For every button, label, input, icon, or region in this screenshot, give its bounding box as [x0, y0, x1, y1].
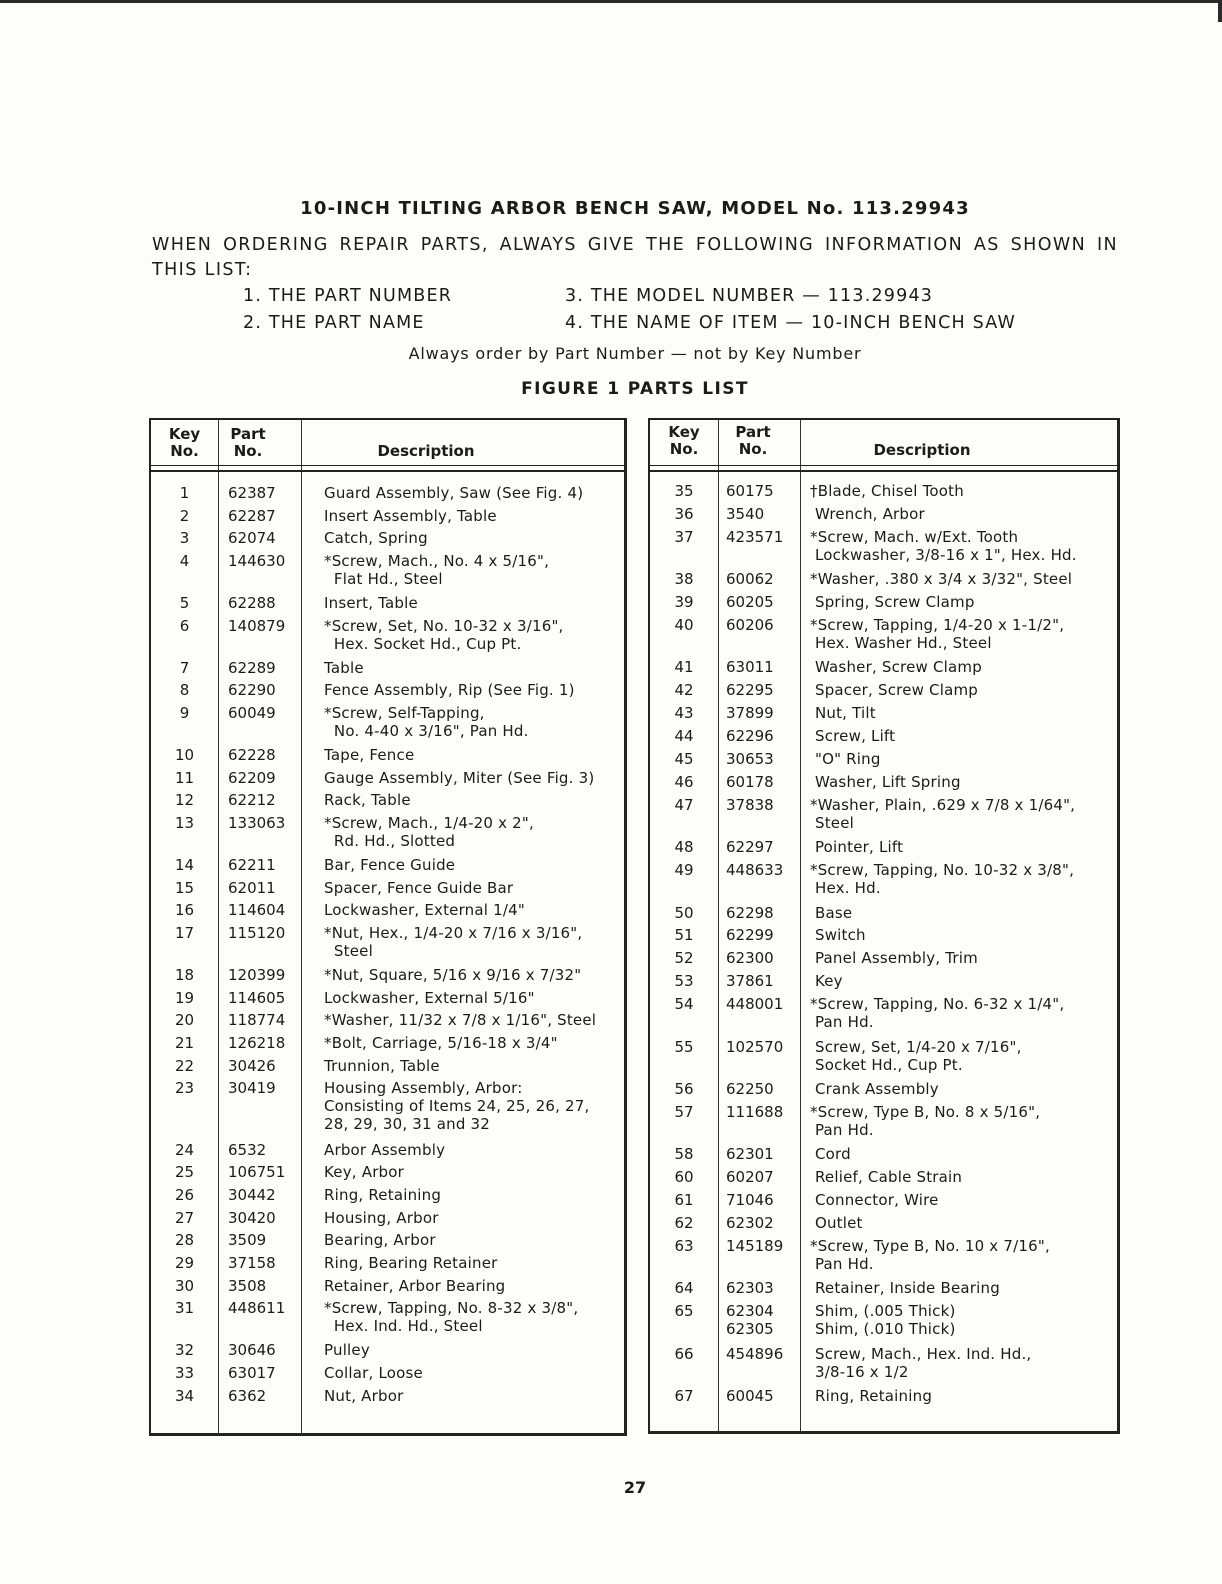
- part-description: *Screw, Self-Tapping, No. 4-40 x 3/16", Pan Hd.: [324, 704, 529, 740]
- key-number: 18: [174, 965, 195, 984]
- order-note: Always order by Part Number — not by Key Number: [408, 344, 862, 363]
- table-row: [650, 1038, 1117, 1077]
- part-number: 60062: [726, 570, 774, 589]
- part-number: 62288: [228, 594, 276, 612]
- header-key-no: Key No.: [168, 425, 201, 460]
- key-number: 30: [174, 1276, 195, 1295]
- key-number: 53: [674, 972, 694, 991]
- table-row: [151, 1299, 624, 1337]
- part-number: 30419: [228, 1079, 276, 1098]
- table-row: [151, 856, 624, 875]
- key-number: 15: [174, 878, 195, 897]
- part-number: 60178: [726, 772, 774, 791]
- table-row: [650, 949, 1117, 969]
- part-description: Pulley: [324, 1341, 370, 1360]
- step-part-name: 2. THE PART NAME: [243, 313, 425, 333]
- key-number: 46: [674, 772, 694, 791]
- key-number: 16: [174, 901, 195, 920]
- table-row: [151, 681, 624, 700]
- part-description: Wrench, Arbor: [810, 504, 925, 523]
- part-number: 126218: [228, 1034, 286, 1052]
- part-description: Catch, Spring: [324, 529, 428, 548]
- key-number: 48: [674, 838, 694, 857]
- part-description: Retainer, Inside Bearing: [810, 1279, 1000, 1298]
- part-description: "O" Ring: [810, 750, 881, 768]
- part-number: 6362: [228, 1386, 267, 1405]
- part-number: 114604: [228, 901, 286, 920]
- part-description: Pointer, Lift: [810, 838, 904, 857]
- key-number: 44: [674, 727, 694, 746]
- key-number: 60: [674, 1168, 694, 1187]
- key-number: 26: [174, 1185, 195, 1204]
- table-row: [650, 972, 1117, 992]
- key-number: 11: [174, 768, 195, 787]
- table-row: [151, 879, 624, 898]
- table-row: [650, 1103, 1117, 1142]
- part-description: Bar, Fence Guide: [324, 855, 456, 874]
- part-number: 3540: [726, 504, 765, 523]
- table-row: [650, 750, 1117, 770]
- key-number: 24: [174, 1140, 195, 1159]
- key-number: 49: [674, 861, 694, 880]
- part-number: 62287: [228, 506, 276, 525]
- part-description: Table: [324, 658, 364, 677]
- part-number: 37861: [726, 972, 774, 991]
- part-description: Arbor Assembly: [324, 1140, 446, 1159]
- part-number: 30653: [726, 750, 774, 768]
- part-number: 62074: [228, 529, 276, 548]
- part-description: Collar, Loose: [324, 1364, 423, 1382]
- key-number: 54: [674, 995, 694, 1014]
- part-number: 30420: [228, 1208, 276, 1227]
- key-number: 57: [674, 1102, 694, 1121]
- part-description: *Washer, Plain, .629 x 7/8 x 1/64", Steel: [810, 795, 1076, 832]
- key-number: 42: [674, 681, 694, 700]
- part-number: 60206: [726, 616, 774, 634]
- key-number: 12: [174, 791, 195, 810]
- part-description: Crank Assembly: [810, 1079, 939, 1098]
- part-number: 115120: [228, 924, 286, 942]
- part-description: Panel Assembly, Trim: [810, 949, 978, 968]
- part-number: 63011: [726, 658, 774, 677]
- part-number: 62289: [228, 658, 276, 677]
- table-row: [151, 989, 624, 1008]
- key-number: 45: [674, 750, 694, 768]
- part-description: Cord: [810, 1145, 851, 1164]
- part-number: 106751: [228, 1163, 286, 1182]
- table-row: [151, 617, 624, 655]
- key-number: 51: [674, 926, 694, 945]
- table-row: [151, 704, 624, 742]
- key-number: 33: [174, 1364, 195, 1382]
- part-description: Spacer, Fence Guide Bar: [324, 878, 514, 897]
- part-description: *Bolt, Carriage, 5/16-18 x 3/4": [324, 1034, 558, 1052]
- page-title: 10-INCH TILTING ARBOR BENCH SAW, MODEL No. 113.29943: [300, 198, 970, 219]
- part-description: Gauge Assembly, Miter (See Fig. 3): [324, 768, 595, 787]
- part-description: Bearing, Arbor: [324, 1231, 436, 1250]
- table-row: [650, 1302, 1117, 1341]
- part-number: 62304 62305: [726, 1302, 774, 1339]
- part-number: 111688: [726, 1102, 784, 1121]
- key-number: 10: [174, 745, 195, 764]
- key-number: 5: [179, 594, 190, 612]
- table-row: [650, 1387, 1117, 1407]
- part-description: Screw, Mach., Hex. Ind. Hd., 3/8-16 x 1/2: [814, 1344, 1032, 1381]
- part-number: 60045: [726, 1386, 774, 1405]
- part-description: Ring, Bearing Retainer: [324, 1254, 498, 1272]
- key-number: 32: [174, 1341, 195, 1360]
- part-description: Fence Assembly, Rip (See Fig. 1): [324, 681, 575, 700]
- key-number: 38: [674, 570, 694, 589]
- figure-title: FIGURE 1 PARTS LIST: [521, 379, 749, 399]
- key-number: 37: [674, 527, 694, 546]
- key-number: 55: [674, 1037, 694, 1056]
- table-row: [151, 594, 624, 613]
- table-row: [151, 1079, 624, 1137]
- key-number: 4: [179, 552, 190, 571]
- part-number: 62212: [228, 791, 276, 810]
- table-row: [151, 1034, 624, 1053]
- part-number: 30426: [228, 1056, 276, 1075]
- part-description: Tape, Fence: [324, 745, 415, 764]
- table-row: [650, 1080, 1117, 1100]
- key-number: 22: [174, 1056, 195, 1075]
- part-number: 118774: [228, 1011, 286, 1030]
- table-row: [151, 814, 624, 852]
- table-row: [151, 1057, 624, 1076]
- part-number: 448633: [726, 861, 784, 880]
- key-number: 64: [674, 1279, 694, 1298]
- table-row: [650, 570, 1117, 590]
- part-number: 62302: [726, 1213, 774, 1232]
- key-number: 28: [174, 1231, 195, 1250]
- key-number: 40: [674, 616, 694, 634]
- part-number: 30646: [228, 1341, 276, 1360]
- step-model-number: 3. THE MODEL NUMBER — 113.29943: [565, 286, 934, 306]
- key-number: 41: [674, 658, 694, 677]
- key-number: 3: [179, 529, 190, 548]
- part-description: Screw, Lift: [810, 727, 896, 746]
- key-number: 29: [174, 1254, 195, 1272]
- key-number: 31: [174, 1299, 195, 1318]
- part-description: Retainer, Arbor Bearing: [324, 1276, 506, 1295]
- key-number: 47: [674, 795, 694, 814]
- key-number: 67: [674, 1386, 694, 1405]
- table-row: [151, 746, 624, 765]
- key-number: 43: [674, 704, 694, 723]
- part-number: 37158: [228, 1254, 276, 1272]
- part-number: 60205: [726, 593, 774, 612]
- key-number: 56: [674, 1079, 694, 1098]
- part-description: Housing Assembly, Arbor: Consisting of Items 24, 25, 26, 27, 28, 29, 30, 31 and 32: [324, 1079, 590, 1134]
- part-number: 62301: [726, 1145, 774, 1164]
- table-row: [650, 1145, 1117, 1165]
- part-number: 60175: [726, 482, 774, 500]
- table-row: [650, 1345, 1117, 1384]
- key-number: 7: [179, 658, 190, 677]
- table-row: [151, 1387, 624, 1406]
- part-description: *Screw, Tapping, No. 8-32 x 3/8", Hex. Ind. Hd., Steel: [324, 1299, 579, 1336]
- table-row: [650, 861, 1117, 900]
- part-description: Connector, Wire: [810, 1191, 939, 1209]
- table-row: [151, 507, 624, 526]
- table-row: [650, 1191, 1117, 1211]
- table-row: [151, 901, 624, 920]
- table-row: [151, 1254, 624, 1273]
- key-number: 39: [674, 593, 694, 612]
- part-description: *Screw, Mach., 1/4-20 x 2", Rd. Hd., Slotted: [324, 814, 534, 850]
- part-number: 62209: [228, 768, 276, 787]
- key-number: 62: [674, 1213, 694, 1232]
- table-row: [151, 1277, 624, 1296]
- header-description: Description: [873, 441, 971, 459]
- part-number: 102570: [726, 1037, 784, 1056]
- part-description: Lockwasher, External 1/4": [324, 901, 525, 920]
- part-number: 6532: [228, 1140, 267, 1159]
- key-number: 34: [174, 1386, 195, 1405]
- part-description: *Washer, 11/32 x 7/8 x 1/16", Steel: [324, 1011, 597, 1030]
- part-description: Nut, Tilt: [810, 704, 876, 723]
- key-number: 21: [174, 1034, 195, 1052]
- table-row: [650, 505, 1117, 525]
- part-description: Nut, Arbor: [324, 1386, 404, 1405]
- part-number: 62297: [726, 838, 774, 857]
- header-part-no: Part No.: [735, 423, 771, 458]
- table-row: [151, 484, 624, 503]
- table-row: [151, 966, 624, 985]
- table-row: [650, 926, 1117, 946]
- part-description: Screw, Set, 1/4-20 x 7/16", Socket Hd., Cup Pt.: [814, 1037, 1022, 1074]
- table-row: [650, 904, 1117, 924]
- key-number: 20: [174, 1011, 195, 1030]
- table-row: [151, 552, 624, 590]
- part-description: Spring, Screw Clamp: [810, 593, 975, 612]
- key-number: 61: [674, 1191, 694, 1209]
- key-number: 9: [179, 704, 190, 722]
- table-row: [650, 593, 1117, 613]
- part-number: 140879: [228, 616, 286, 635]
- part-number: 114605: [228, 988, 286, 1007]
- part-number: 62011: [228, 878, 276, 897]
- part-description: *Screw, Mach., No. 4 x 5/16", Flat Hd., Steel: [324, 552, 550, 589]
- part-number: 62298: [726, 903, 774, 922]
- part-number: 145189: [726, 1236, 784, 1255]
- table-row: [650, 1279, 1117, 1299]
- table-row: [650, 995, 1117, 1034]
- table-row: [151, 1231, 624, 1250]
- key-number: 66: [674, 1344, 694, 1363]
- part-description: Outlet: [810, 1213, 863, 1232]
- table-row: [650, 773, 1117, 793]
- key-number: 65: [674, 1302, 694, 1321]
- part-description: Guard Assembly, Saw (See Fig. 4): [324, 484, 584, 502]
- part-number: 133063: [228, 814, 286, 832]
- key-number: 27: [174, 1208, 195, 1227]
- table-row: [151, 1141, 624, 1160]
- table-row: [650, 482, 1117, 502]
- part-description: Lockwasher, External 5/16": [324, 988, 535, 1007]
- key-number: 63: [674, 1236, 694, 1255]
- part-number: 62295: [726, 681, 774, 700]
- part-description: Ring, Retaining: [324, 1185, 442, 1204]
- table-row: [650, 1237, 1117, 1276]
- key-number: 52: [674, 949, 694, 968]
- table-row: [151, 1209, 624, 1228]
- table-row: [151, 769, 624, 788]
- key-number: 14: [174, 855, 195, 874]
- part-description: Ring, Retaining: [810, 1386, 933, 1405]
- key-number: 35: [674, 482, 694, 500]
- part-number: 448001: [726, 995, 784, 1014]
- table-row: [151, 1364, 624, 1383]
- ordering-instructions: WHEN ORDERING REPAIR PARTS, ALWAYS GIVE THE FOLLOWING INFORMATION AS SHOWN IN THIS LIST:: [152, 235, 1118, 280]
- key-number: 58: [674, 1145, 694, 1164]
- part-description: *Screw, Tapping, 1/4-20 x 1-1/2", Hex. Washer Hd., Steel: [810, 616, 1065, 652]
- table-row: [151, 924, 624, 962]
- table-row: [650, 727, 1117, 747]
- part-description: Spacer, Screw Clamp: [810, 681, 979, 700]
- key-number: 19: [174, 988, 195, 1007]
- part-number: 62300: [726, 949, 774, 968]
- key-number: 23: [174, 1079, 195, 1098]
- part-description: Rack, Table: [324, 791, 411, 810]
- part-description: *Screw, Mach. w/Ext. Tooth Lockwasher, 3/8-16 x 1", Hex. Hd.: [810, 527, 1077, 564]
- table-row: [650, 681, 1117, 701]
- part-description: Shim, (.005 Thick) Shim, (.010 Thick): [814, 1302, 956, 1339]
- part-description: Insert Assembly, Table: [324, 506, 497, 525]
- key-number: 13: [174, 814, 195, 832]
- part-description: Trunnion, Table: [324, 1056, 440, 1075]
- step-part-number: 1. THE PART NUMBER: [243, 286, 453, 306]
- table-row: [650, 658, 1117, 678]
- part-number: 37899: [726, 704, 774, 723]
- part-number: 63017: [228, 1364, 276, 1382]
- part-number: 62211: [228, 855, 276, 874]
- table-row: [151, 1011, 624, 1030]
- part-number: 120399: [228, 965, 286, 984]
- top-border-rule: [0, 0, 1222, 3]
- part-number: 62303: [726, 1279, 774, 1298]
- header-part-no: Part No.: [230, 425, 266, 460]
- table-row: [650, 1214, 1117, 1234]
- part-number: 448611: [228, 1299, 286, 1318]
- key-number: 8: [179, 681, 190, 700]
- key-number: 36: [674, 504, 694, 523]
- part-number: 3509: [228, 1231, 267, 1250]
- part-number: 62250: [726, 1079, 774, 1098]
- page-number: 27: [623, 1478, 647, 1497]
- part-description: Base: [810, 903, 853, 922]
- key-number: 1: [179, 484, 190, 502]
- part-description: *Screw, Set, No. 10-32 x 3/16", Hex. Socket Hd., Cup Pt.: [324, 616, 564, 653]
- part-number: 454896: [726, 1344, 784, 1363]
- table-row: [151, 791, 624, 810]
- part-description: Key, Arbor: [324, 1163, 405, 1182]
- table-row: [151, 529, 624, 548]
- table-row: [650, 838, 1117, 858]
- part-description: *Screw, Type B, No. 10 x 7/16", Pan Hd.: [810, 1236, 1050, 1273]
- table-row: [151, 1186, 624, 1205]
- table-row: [650, 528, 1117, 567]
- key-number: 6: [179, 616, 190, 635]
- part-number: 37838: [726, 795, 774, 814]
- part-description: Switch: [810, 926, 866, 945]
- table-row: [650, 616, 1117, 655]
- part-number: 62299: [726, 926, 774, 945]
- part-description: Relief, Cable Strain: [810, 1168, 963, 1187]
- part-description: Washer, Lift Spring: [810, 772, 961, 791]
- table-row: [151, 1163, 624, 1182]
- part-description: *Nut, Hex., 1/4-20 x 7/16 x 3/16", Steel: [324, 924, 583, 960]
- key-number: 2: [179, 506, 190, 525]
- table-row: [650, 1168, 1117, 1188]
- part-description: Housing, Arbor: [324, 1208, 439, 1227]
- part-description: *Screw, Tapping, No. 6-32 x 1/4", Pan Hd.: [810, 995, 1065, 1032]
- part-description: †Blade, Chisel Tooth: [810, 482, 964, 500]
- header-key-no: Key No.: [668, 423, 700, 458]
- part-number: 60049: [228, 704, 276, 722]
- part-description: Washer, Screw Clamp: [810, 658, 982, 677]
- table-row: [151, 1341, 624, 1360]
- part-description: *Nut, Square, 5/16 x 9/16 x 7/32": [324, 965, 582, 984]
- part-number: 62290: [228, 681, 276, 700]
- part-description: Key: [810, 972, 843, 991]
- step-item-name: 4. THE NAME OF ITEM — 10-INCH BENCH SAW: [565, 313, 1016, 333]
- table-row: [650, 796, 1117, 835]
- part-description: *Screw, Type B, No. 8 x 5/16", Pan Hd.: [810, 1102, 1041, 1139]
- part-number: 144630: [228, 552, 286, 571]
- part-number: 60207: [726, 1168, 774, 1187]
- key-number: 17: [174, 924, 195, 942]
- parts-table-left: [149, 418, 627, 1436]
- part-number: 3508: [228, 1276, 267, 1295]
- part-number: 423571: [726, 527, 784, 546]
- part-description: *Screw, Tapping, No. 10-32 x 3/8", Hex. Hd.: [810, 861, 1075, 898]
- part-number: 62228: [228, 745, 276, 764]
- table-row: [151, 659, 624, 678]
- part-number: 30442: [228, 1185, 276, 1204]
- part-number: 62387: [228, 484, 276, 502]
- part-number: 71046: [726, 1191, 774, 1209]
- table-row: [650, 704, 1117, 724]
- part-number: 62296: [726, 727, 774, 746]
- part-description: Insert, Table: [324, 594, 418, 612]
- key-number: 50: [674, 903, 694, 922]
- parts-table-right: [648, 418, 1120, 1434]
- header-description: Description: [377, 442, 475, 460]
- key-number: 25: [174, 1163, 195, 1182]
- corner-mark: [1218, 0, 1222, 22]
- part-description: *Washer, .380 x 3/4 x 3/32", Steel: [810, 570, 1073, 589]
